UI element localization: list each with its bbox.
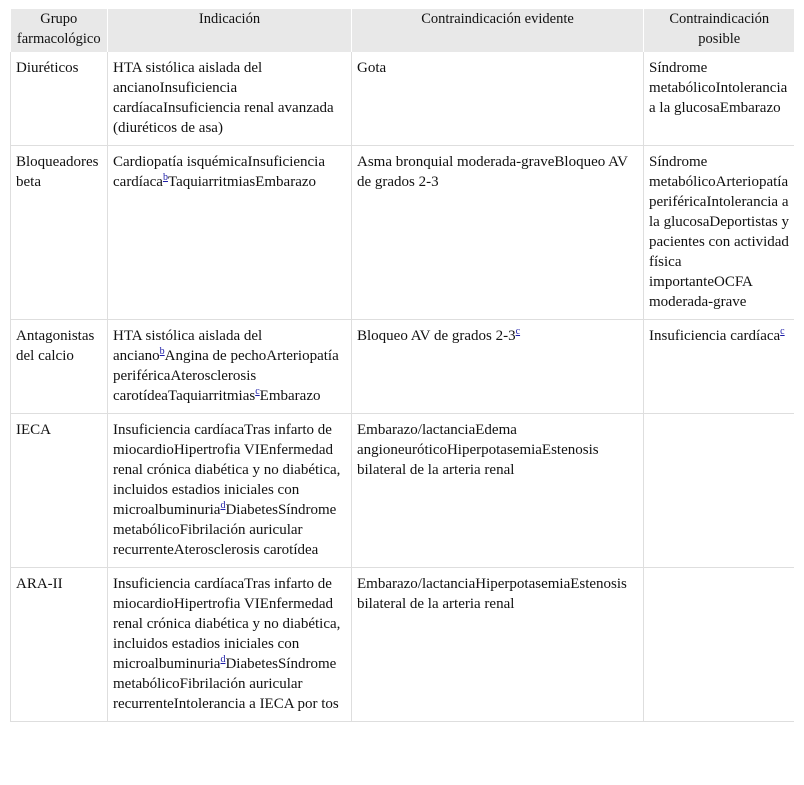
cell-group: Bloqueadores beta — [11, 146, 108, 320]
cell-text: Insuficiencia cardíacaTras infarto de miocardioHipertrofia VIEnfermedad renal crónica diabética y no diabética, incluidos estadios iniciales con microalbuminuria — [113, 576, 341, 672]
footnote-link[interactable]: d — [220, 654, 226, 665]
footnote-link[interactable]: d — [220, 500, 226, 511]
cell-group: Diuréticos — [11, 52, 108, 146]
cell-evident — [352, 320, 644, 414]
cell-possible — [644, 414, 795, 568]
cell-group: Antagonistas del calcio — [11, 320, 108, 414]
cell-evident: Gota — [352, 52, 644, 146]
table-row — [11, 320, 795, 414]
cell-indication — [108, 414, 352, 568]
footnote-link[interactable]: b — [162, 172, 168, 183]
cell-text: HTA sistólica aislada del anciano — [113, 328, 263, 364]
cell-text: Bloqueo AV de grados 2-3 — [357, 328, 516, 344]
cell-group: IECA — [11, 414, 108, 568]
cell-indication — [108, 146, 352, 320]
cell-evident: Embarazo/lactanciaEdema angioneuróticoHiperpotasemiaEstenosis bilateral de la arteria renal — [352, 414, 644, 568]
table-container — [10, 9, 794, 775]
table-row — [11, 568, 795, 722]
cell-text: DiabetesSíndrome metabólicoFibrilación auricular recurrenteIntolerancia a IECA por tos — [113, 656, 339, 712]
footnote-link[interactable]: c — [255, 386, 260, 397]
footnote-link[interactable]: b — [159, 346, 165, 357]
table-row — [11, 414, 795, 568]
footnote-link[interactable]: c — [515, 326, 521, 337]
cell-indication — [108, 568, 352, 722]
table-row — [11, 52, 795, 146]
cell-indication: HTA sistólica aislada del ancianoInsuficiencia cardíacaInsuficiencia renal avanzada (diuréticos de asa) — [108, 52, 352, 146]
cell-text: Insuficiencia cardíacaTras infarto de miocardioHipertrofia VIEnfermedad renal crónica diabética y no diabética, incluidos estadios iniciales con microalbuminuria — [113, 422, 341, 518]
cell-text: DiabetesSíndrome metabólicoFibrilación auricular recurrenteAterosclerosis carotídea — [113, 502, 337, 558]
cell-group: ARA-II — [11, 568, 108, 722]
cell-possible — [644, 568, 795, 722]
cell-text: Embarazo — [259, 388, 321, 404]
cell-text: TaquiarritmiasEmbarazo — [167, 174, 317, 190]
cell-text: Insuficiencia cardíaca — [649, 328, 781, 344]
cell-text: Angina de pechoArteriopatía periféricaAterosclerosis carotídeaTaquiarritmias — [113, 348, 339, 404]
cell-evident: Embarazo/lactanciaHiperpotasemiaEstenosis bilateral de la arteria renal — [352, 568, 644, 722]
header-possible-contraindication: Contraindicación posible — [644, 9, 795, 52]
cell-text: Cardiopatía isquémicaInsuficiencia cardíaca — [113, 154, 325, 190]
footnote-link[interactable]: c — [780, 326, 785, 337]
cell-indication — [108, 320, 352, 414]
header-row — [11, 9, 795, 52]
header-group: Grupo farmacológico — [11, 9, 108, 52]
cell-evident: Asma bronquial moderada-graveBloqueo AV de grados 2-3 — [352, 146, 644, 320]
table-row — [11, 146, 795, 320]
cell-possible: Síndrome metabólicoIntolerancia a la glucosaEmbarazo — [644, 52, 795, 146]
cell-possible — [644, 320, 795, 414]
header-indication: Indicación — [108, 9, 352, 52]
drug-indication-table — [10, 9, 794, 722]
cell-possible: Síndrome metabólicoArteriopatía periféricaIntolerancia a la glucosaDeportistas y pacientes con actividad física importanteOCFA moderada-grave — [644, 146, 795, 320]
header-evident-contraindication: Contraindicación evidente — [352, 9, 644, 52]
